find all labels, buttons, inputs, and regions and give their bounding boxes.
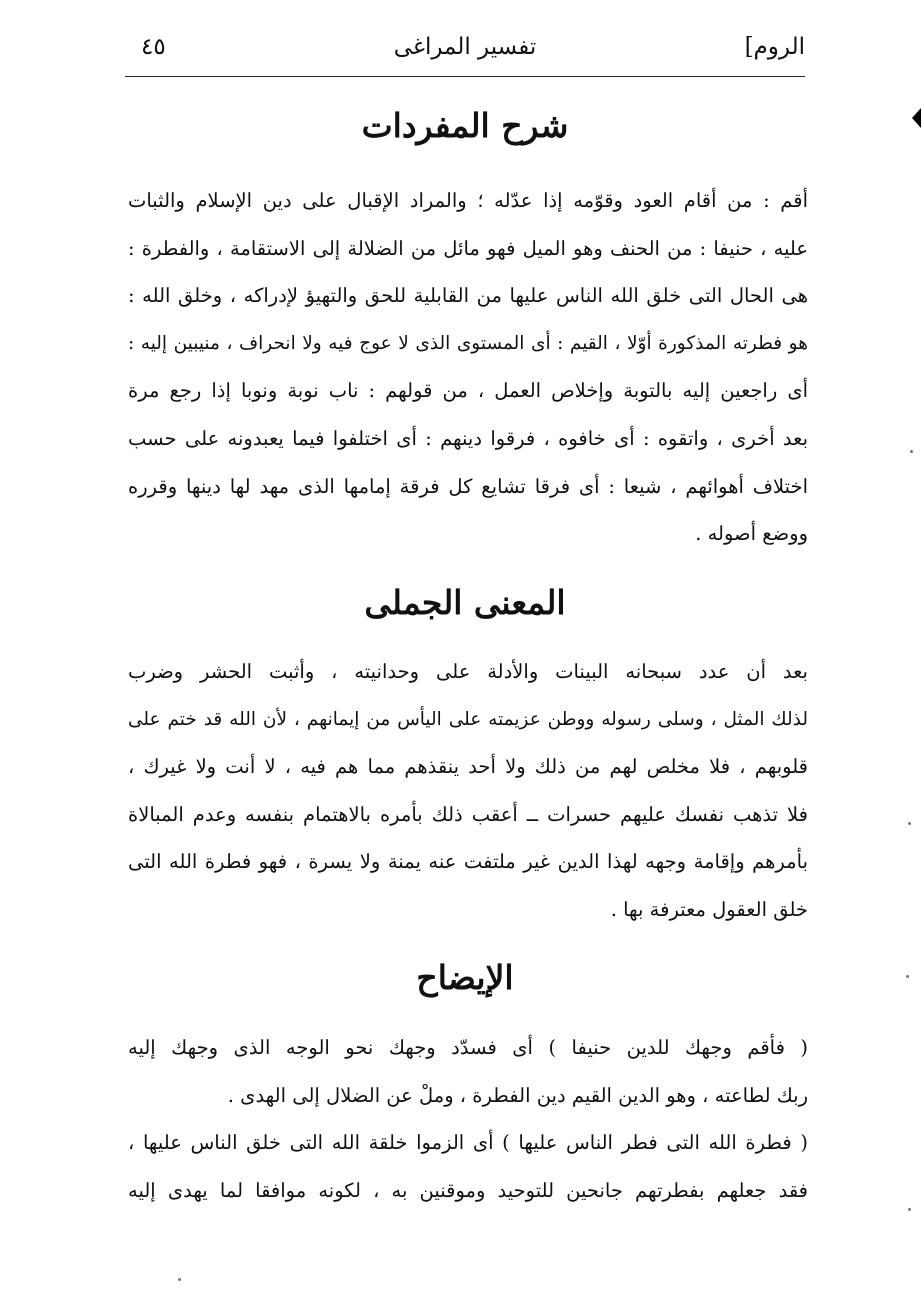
scan-speck [178, 1278, 181, 1281]
book-title: تفسير المراغى [393, 34, 537, 60]
section-heading-vocabulary: شرح المفردات [361, 106, 569, 145]
text-line: أقم : من أقام العود وقوّمه إذا عدّله ؛ والمراد الإقبال على دين الإسلام والثبات [128, 189, 808, 212]
text-line: هو فطرته المذكورة أوّلا ، القيم : أى المستوى الذى لا عوج فيه ولا انحراف ، منيبين إليه : [128, 332, 808, 354]
vocabulary-paragraph [128, 177, 808, 558]
text-line: ( فطرة الله التى فطر الناس عليها ) أى الزموا خلقة الله التى خلق الناس عليها ، [128, 1131, 808, 1155]
running-header [125, 30, 805, 77]
general-meaning-paragraph [128, 648, 808, 934]
page-number: ٤٥ [141, 34, 166, 60]
section-heading-general-meaning: المعنى الجملى [364, 583, 566, 622]
page-edge-mark [912, 108, 921, 128]
text-line: قلوبهم ، فلا مخلص لهم من ذلك ولا أحد ينقذهم مما هم فيه ، لا أنت ولا غيرك ، [128, 755, 808, 779]
scan-speck [908, 1208, 911, 1211]
text-line: ووضع أصوله . [695, 522, 808, 546]
scan-speck [906, 975, 909, 978]
text-line: فلا تذهب نفسك عليهم حسرات ــ أعقب ذلك بأمره بالاهتمام بنفسه وعدم المبالاة [128, 802, 808, 826]
text-line: اختلاف أهوائهم ، شيعا : أى فرقا تشايع كل فرقة إمامها الذى مهد لها دينها وقرره [128, 474, 808, 498]
text-line: بعد أن عدد سبحانه البينات والأدلة على وحدانيته ، وأثبت الحشر وضرب [128, 660, 808, 683]
text-line: أى راجعين إليه بالتوبة وإخلاص العمل ، من قولهم : ناب نوبة ونوبا إذا رجع مرة [128, 379, 808, 403]
text-line: ( فأقم وجهك للدين حنيفا ) أى فسدّد وجهك نحو الوجه الذى وجهك إليه [128, 1036, 808, 1059]
text-line: بعد أخرى ، واتقوه : أى خافوه ، فرقوا دينهم : أى اختلفوا فيما يعبدونه على حسب [128, 426, 808, 450]
text-line: هى الحال التى خلق الله الناس عليها من القابلية للحق والتهيؤ لإدراكه ، وخلق الله : [128, 284, 808, 308]
scan-speck [908, 822, 911, 825]
explanation-paragraph [128, 1024, 808, 1214]
text-line: عليه ، حنيفا : من الحنف وهو الميل فهو مائل من الضلالة إلى الاستقامة ، والفطرة : [128, 236, 808, 260]
text-line: خلق العقول معترفة بها . [610, 897, 808, 921]
text-line: ربك لطاعته ، وهو الدين القيم دين الفطرة ، وملْ عن الضلال إلى الهدى . [227, 1083, 808, 1107]
scan-speck [910, 450, 913, 453]
section-heading-explanation: الإيضاح [416, 958, 514, 997]
text-line: لذلك المثل ، وسلى رسوله ووطن عزيمته على اليأس من إيمانهم ، لأن الله قد ختم على [128, 708, 808, 730]
surah-name: الروم] [744, 34, 805, 60]
text-line: فقد جعلهم بفطرتهم جانحين للتوحيد وموقنين به ، لكونه موافقا لما يهدى إليه [128, 1178, 808, 1202]
text-line: بأمرهم وإقامة وجهه لهذا الدين غير ملتفت عنه يمنة ولا يسرة ، فهو فطرة الله التى [128, 850, 808, 874]
